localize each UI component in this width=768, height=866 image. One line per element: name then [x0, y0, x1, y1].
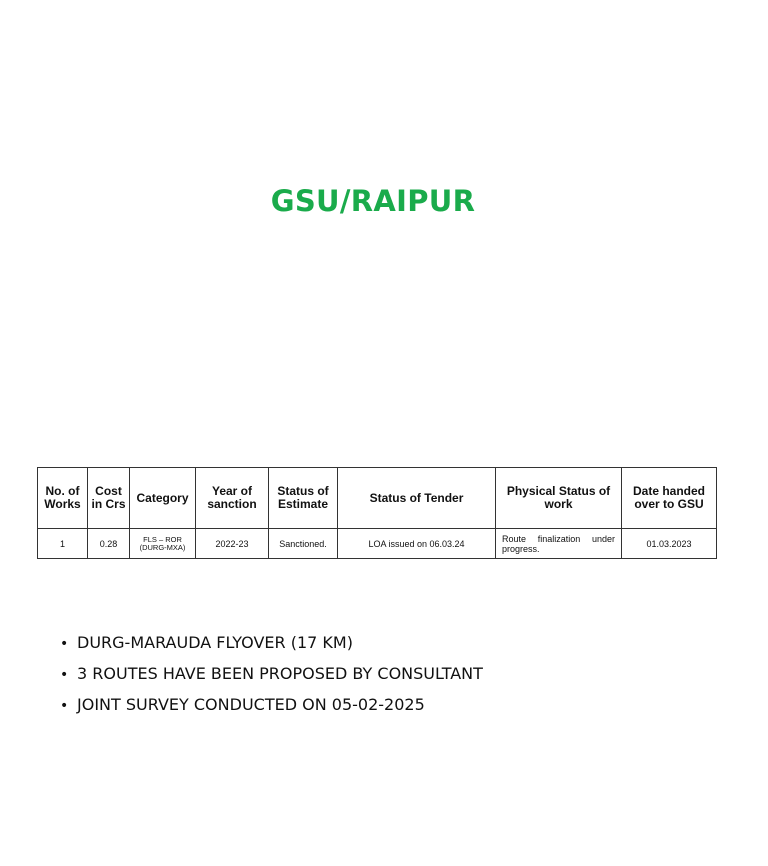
list-item — [60, 692, 483, 723]
cell-cost: 0.28 — [88, 529, 130, 559]
cell-date: 01.03.2023 — [622, 529, 717, 559]
header-status-of-tender: Status of Tender — [338, 468, 496, 529]
bullet-icon: • — [60, 636, 69, 652]
bullet-text: 3 ROUTES HAVE BEEN PROPOSED BY CONSULTANT — [77, 664, 483, 683]
header-physical-status: Physical Status of work — [496, 468, 622, 529]
table-header-row — [38, 468, 717, 529]
header-status-of-estimate: Status of Estimate — [269, 468, 338, 529]
list-item — [60, 630, 483, 661]
cell-year: 2022-23 — [196, 529, 269, 559]
bullet-list — [60, 630, 483, 723]
works-table — [37, 467, 717, 559]
cell-tender: LOA issued on 06.03.24 — [338, 529, 496, 559]
cell-estimate: Sanctioned. — [269, 529, 338, 559]
header-date-handed-over: Date handed over to GSU — [622, 468, 717, 529]
bullet-icon: • — [60, 698, 69, 714]
bullet-text: DURG-MARAUDA FLYOVER (17 KM) — [77, 633, 353, 652]
table-row — [38, 529, 717, 559]
cell-category-line2: (DURG-MXA) — [139, 542, 186, 552]
header-year-of-sanction: Year of sanction — [196, 468, 269, 529]
list-item — [60, 661, 483, 692]
page-title: GSU/RAIPUR — [270, 184, 476, 218]
cell-category-line1: FLS – ROR — [143, 534, 182, 544]
cell-physical-status: Route finalization under progress. — [496, 529, 622, 559]
cell-works: 1 — [38, 529, 88, 559]
bullet-text: JOINT SURVEY CONDUCTED ON 05-02-2025 — [77, 695, 425, 714]
header-cost: Cost in Crs — [88, 468, 130, 529]
bullet-icon: • — [60, 667, 69, 683]
cell-category — [130, 529, 196, 559]
header-category: Category — [130, 468, 196, 529]
header-no-of-works: No. of Works — [38, 468, 88, 529]
